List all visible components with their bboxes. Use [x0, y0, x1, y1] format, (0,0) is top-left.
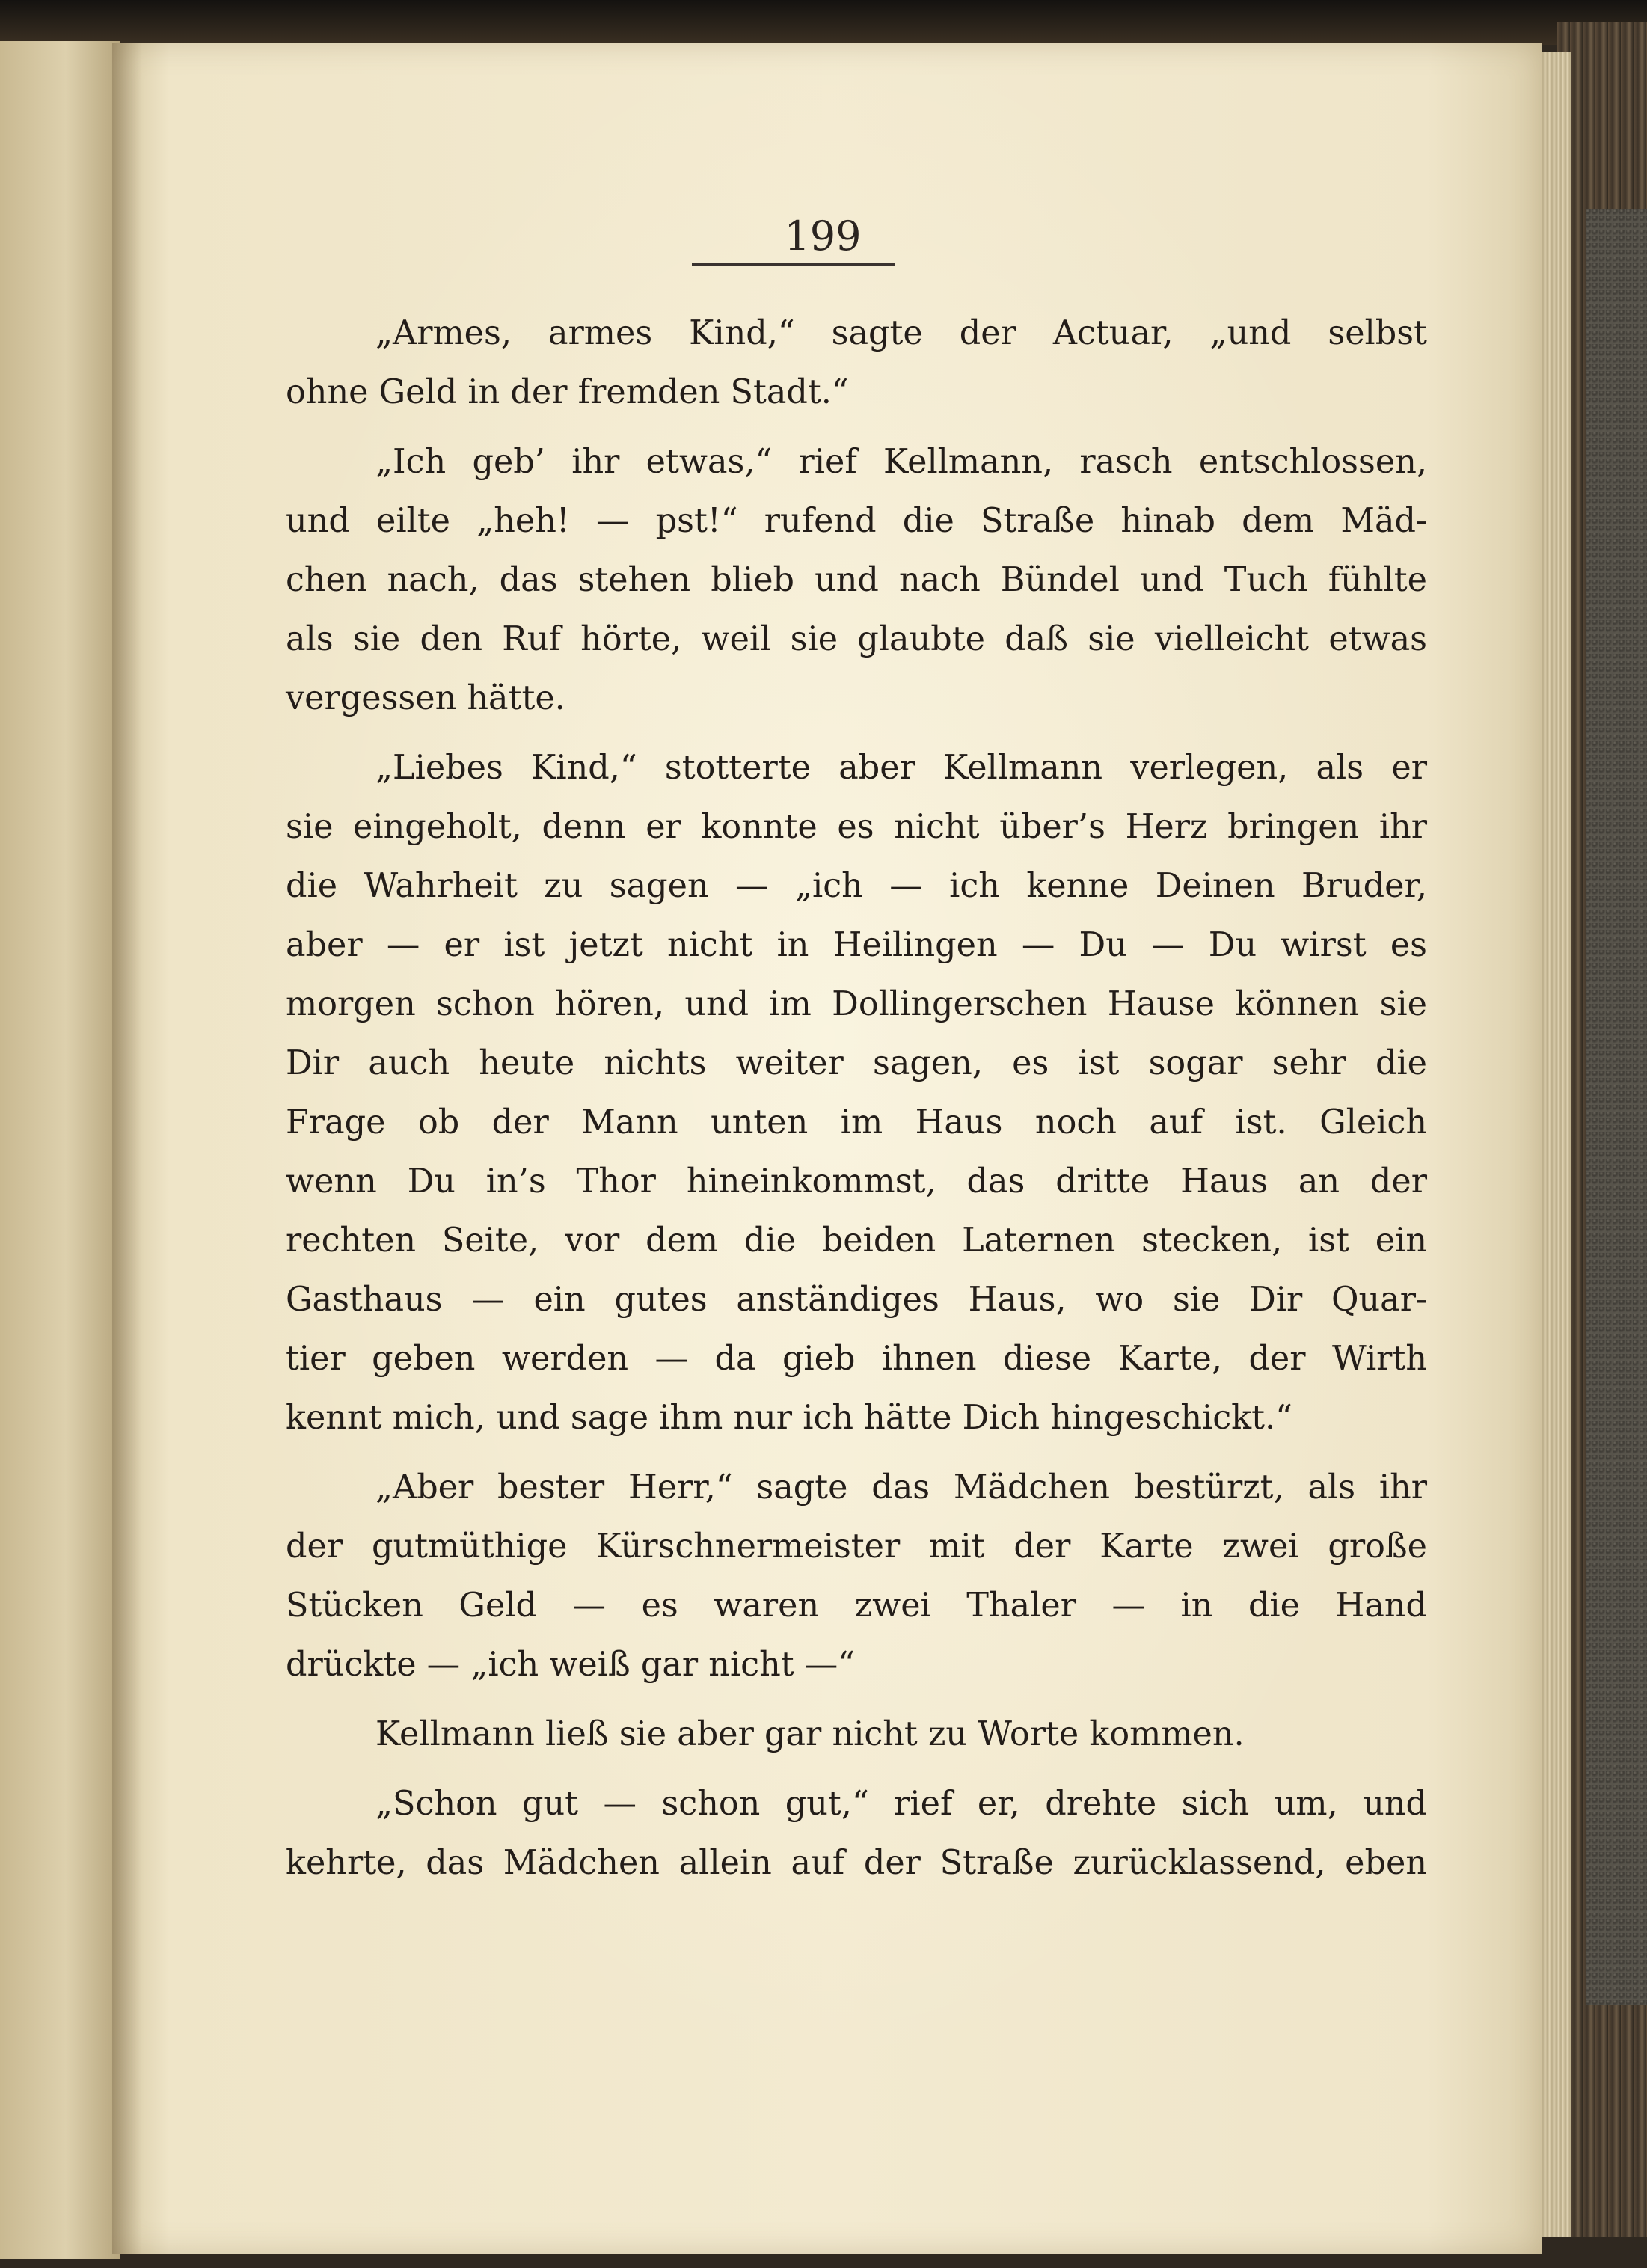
header-rule: [692, 263, 895, 266]
text-line: und eilte „heh! — pst!“ rufend die Straße hinab dem Mäd-: [286, 502, 1427, 540]
text-line: vergessen hätte.: [286, 679, 565, 717]
paragraph: [286, 1458, 1427, 1694]
facing-page-edge: [0, 41, 120, 2259]
gutter-shadow: [112, 43, 142, 2254]
text-line: rechten Seite, vor dem die beiden Laternen stecken, ist ein: [286, 1222, 1427, 1260]
text-line: Dir auch heute nichts weiter sagen, es ist sogar sehr die: [286, 1044, 1427, 1082]
text-line: „Ich geb’ ihr etwas,“ rief Kellmann, rasch entschlossen,: [375, 443, 1427, 481]
paragraph: [286, 738, 1427, 1447]
text-line: kennt mich, und sage ihm nur ich hätte Dich hingeschickt.“: [286, 1399, 1292, 1437]
text-line: kehrte, das Mädchen allein auf der Straße zurücklassend, eben: [286, 1844, 1427, 1882]
text-line: „Liebes Kind,“ stotterte aber Kellmann verlegen, als er: [375, 749, 1427, 787]
paragraph: [286, 1774, 1427, 1892]
book-page: [112, 43, 1542, 2254]
scan-background-top: [0, 0, 1647, 45]
page-number: 199: [784, 212, 862, 260]
text-line: „Armes, armes Kind,“ sagte der Actuar, „und selbst: [375, 314, 1427, 352]
text-line: die Wahrheit zu sagen — „ich — ich kenne Deinen Bruder,: [286, 867, 1427, 905]
text-line: morgen schon hören, und im Dollingerschen Hause können sie: [286, 985, 1427, 1023]
text-line: sie eingeholt, denn er konnte es nicht über’s Herz bringen ihr: [286, 808, 1427, 846]
paragraph: [286, 1705, 1427, 1764]
text-line: Kellmann ließ sie aber gar nicht zu Worte kommen.: [375, 1715, 1245, 1753]
text-line: drückte — „ich weiß gar nicht —“: [286, 1646, 856, 1684]
page-block-edges: [1541, 52, 1571, 2237]
text-line: Frage ob der Mann unten im Haus noch auf ist. Gleich: [286, 1103, 1427, 1141]
body-text: [286, 304, 1427, 1892]
text-line: wenn Du in’s Thor hineinkommst, das dritte Haus an der: [286, 1162, 1427, 1201]
text-line: aber — er ist jetzt nicht in Heilingen — Du — Du wirst es: [286, 926, 1427, 964]
text-line: Gasthaus — ein gutes anständiges Haus, wo sie Dir Quar-: [286, 1281, 1427, 1319]
paragraph: [286, 304, 1427, 422]
text-line: „Schon gut — schon gut,“ rief er, drehte sich um, und: [375, 1785, 1427, 1823]
text-line: Stücken Geld — es waren zwei Thaler — in die Hand: [286, 1587, 1427, 1625]
text-line: chen nach, das stehen blieb und nach Bündel und Tuch fühlte: [286, 561, 1427, 599]
text-line: tier geben werden — da gieb ihnen diese Karte, der Wirth: [286, 1340, 1427, 1378]
book-cover-marbled-board: [1586, 209, 1647, 2005]
text-line: ohne Geld in der fremden Stadt.“: [286, 373, 849, 411]
text-line: als sie den Ruf hörte, weil sie glaubte daß sie vielleicht etwas: [286, 620, 1427, 658]
text-line: „Aber bester Herr,“ sagte das Mädchen bestürzt, als ihr: [375, 1468, 1427, 1507]
paragraph: [286, 432, 1427, 728]
text-line: der gutmüthige Kürschnermeister mit der Karte zwei große: [286, 1527, 1427, 1566]
